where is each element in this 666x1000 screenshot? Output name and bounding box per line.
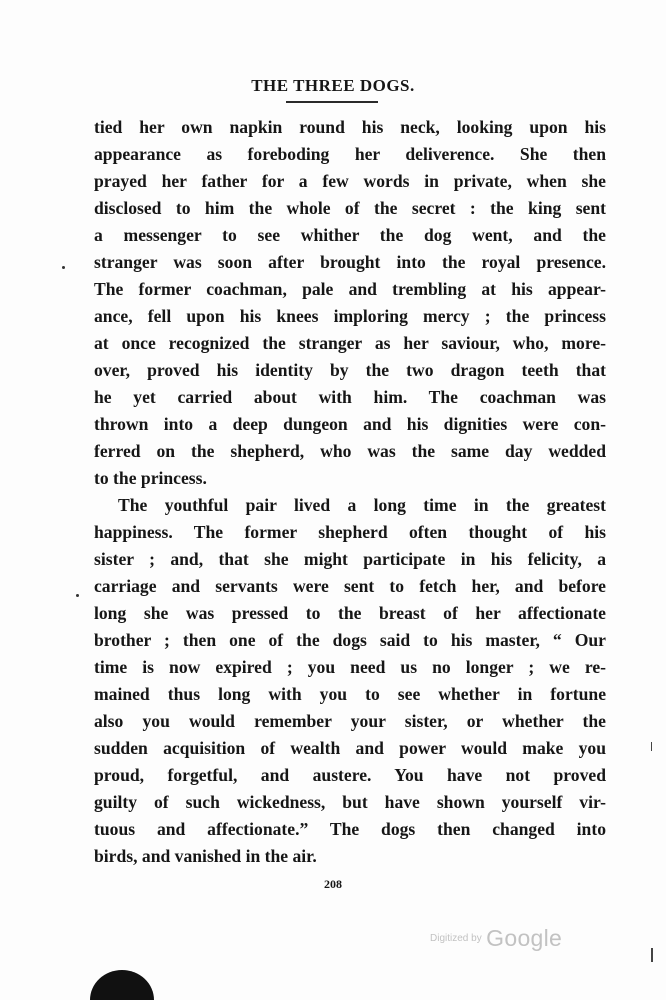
text-line: brother ; then one of the dogs said to his master, “ Our [94,630,606,650]
running-head: THE THREE DOGS. [251,76,415,95]
text-line: a messenger to see whither the dog went, and the [94,225,606,245]
text-line: sudden acquisition of wealth and power would make you [94,738,606,758]
margin-mark [651,948,653,962]
text-line: mained thus long with you to see whether in fortune [94,684,606,704]
text-line: happiness. The former shepherd often thought of his [94,522,606,542]
text-line: time is now expired ; you need us no longer ; we re- [94,657,606,677]
text-line: appearance as foreboding her deliverence. She then [94,144,606,164]
text-line: ance, fell upon his knees imploring mercy ; the princess [94,306,606,326]
scan-thumb-shadow [90,970,154,1000]
digitized-watermark [430,925,562,952]
text-line: tied her own napkin round his neck, looking upon his [94,117,606,137]
watermark-prefix: Digitized by [430,933,482,944]
text-line: at once recognized the stranger as her saviour, who, more- [94,333,606,353]
text-line: The former coachman, pale and trembling at his appear- [94,279,606,299]
text-line: over, proved his identity by the two dragon teeth that [94,360,606,380]
text-line: also you would remember your sister, or whether the [94,711,606,731]
text-line: birds, and vanished in the air. [94,846,317,866]
text-line: tuous and affectionate.” The dogs then changed into [94,819,606,839]
scan-speck [62,266,65,269]
text-line: thrown into a deep dungeon and his dignities were con- [94,414,606,434]
body-text [94,114,606,870]
text-line: The youthful pair lived a long time in the greatest [118,495,606,515]
text-line: proud, forgetful, and austere. You have not proved [94,765,606,785]
text-line: sister ; and, that she might participate in his felicity, a [94,549,606,569]
text-line: ferred on the shepherd, who was the same day wedded [94,441,606,461]
head-rule [286,101,378,103]
text-line: disclosed to him the whole of the secret : the king sent [94,198,606,218]
text-line: prayed her father for a few words in private, when she [94,171,606,191]
margin-mark [651,742,652,751]
text-line: he yet carried about with him. The coachman was [94,387,606,407]
text-line: carriage and servants were sent to fetch her, and before [94,576,606,596]
text-line: guilty of such wickedness, but have shown yourself vir- [94,792,606,812]
text-line: long she was pressed to the breast of her affectionate [94,603,606,623]
watermark-brand: Google [486,925,563,951]
scan-speck [76,594,79,597]
text-line: to the princess. [94,468,207,488]
page-number: 208 [324,877,342,891]
text-line: stranger was soon after brought into the royal presence. [94,252,606,272]
